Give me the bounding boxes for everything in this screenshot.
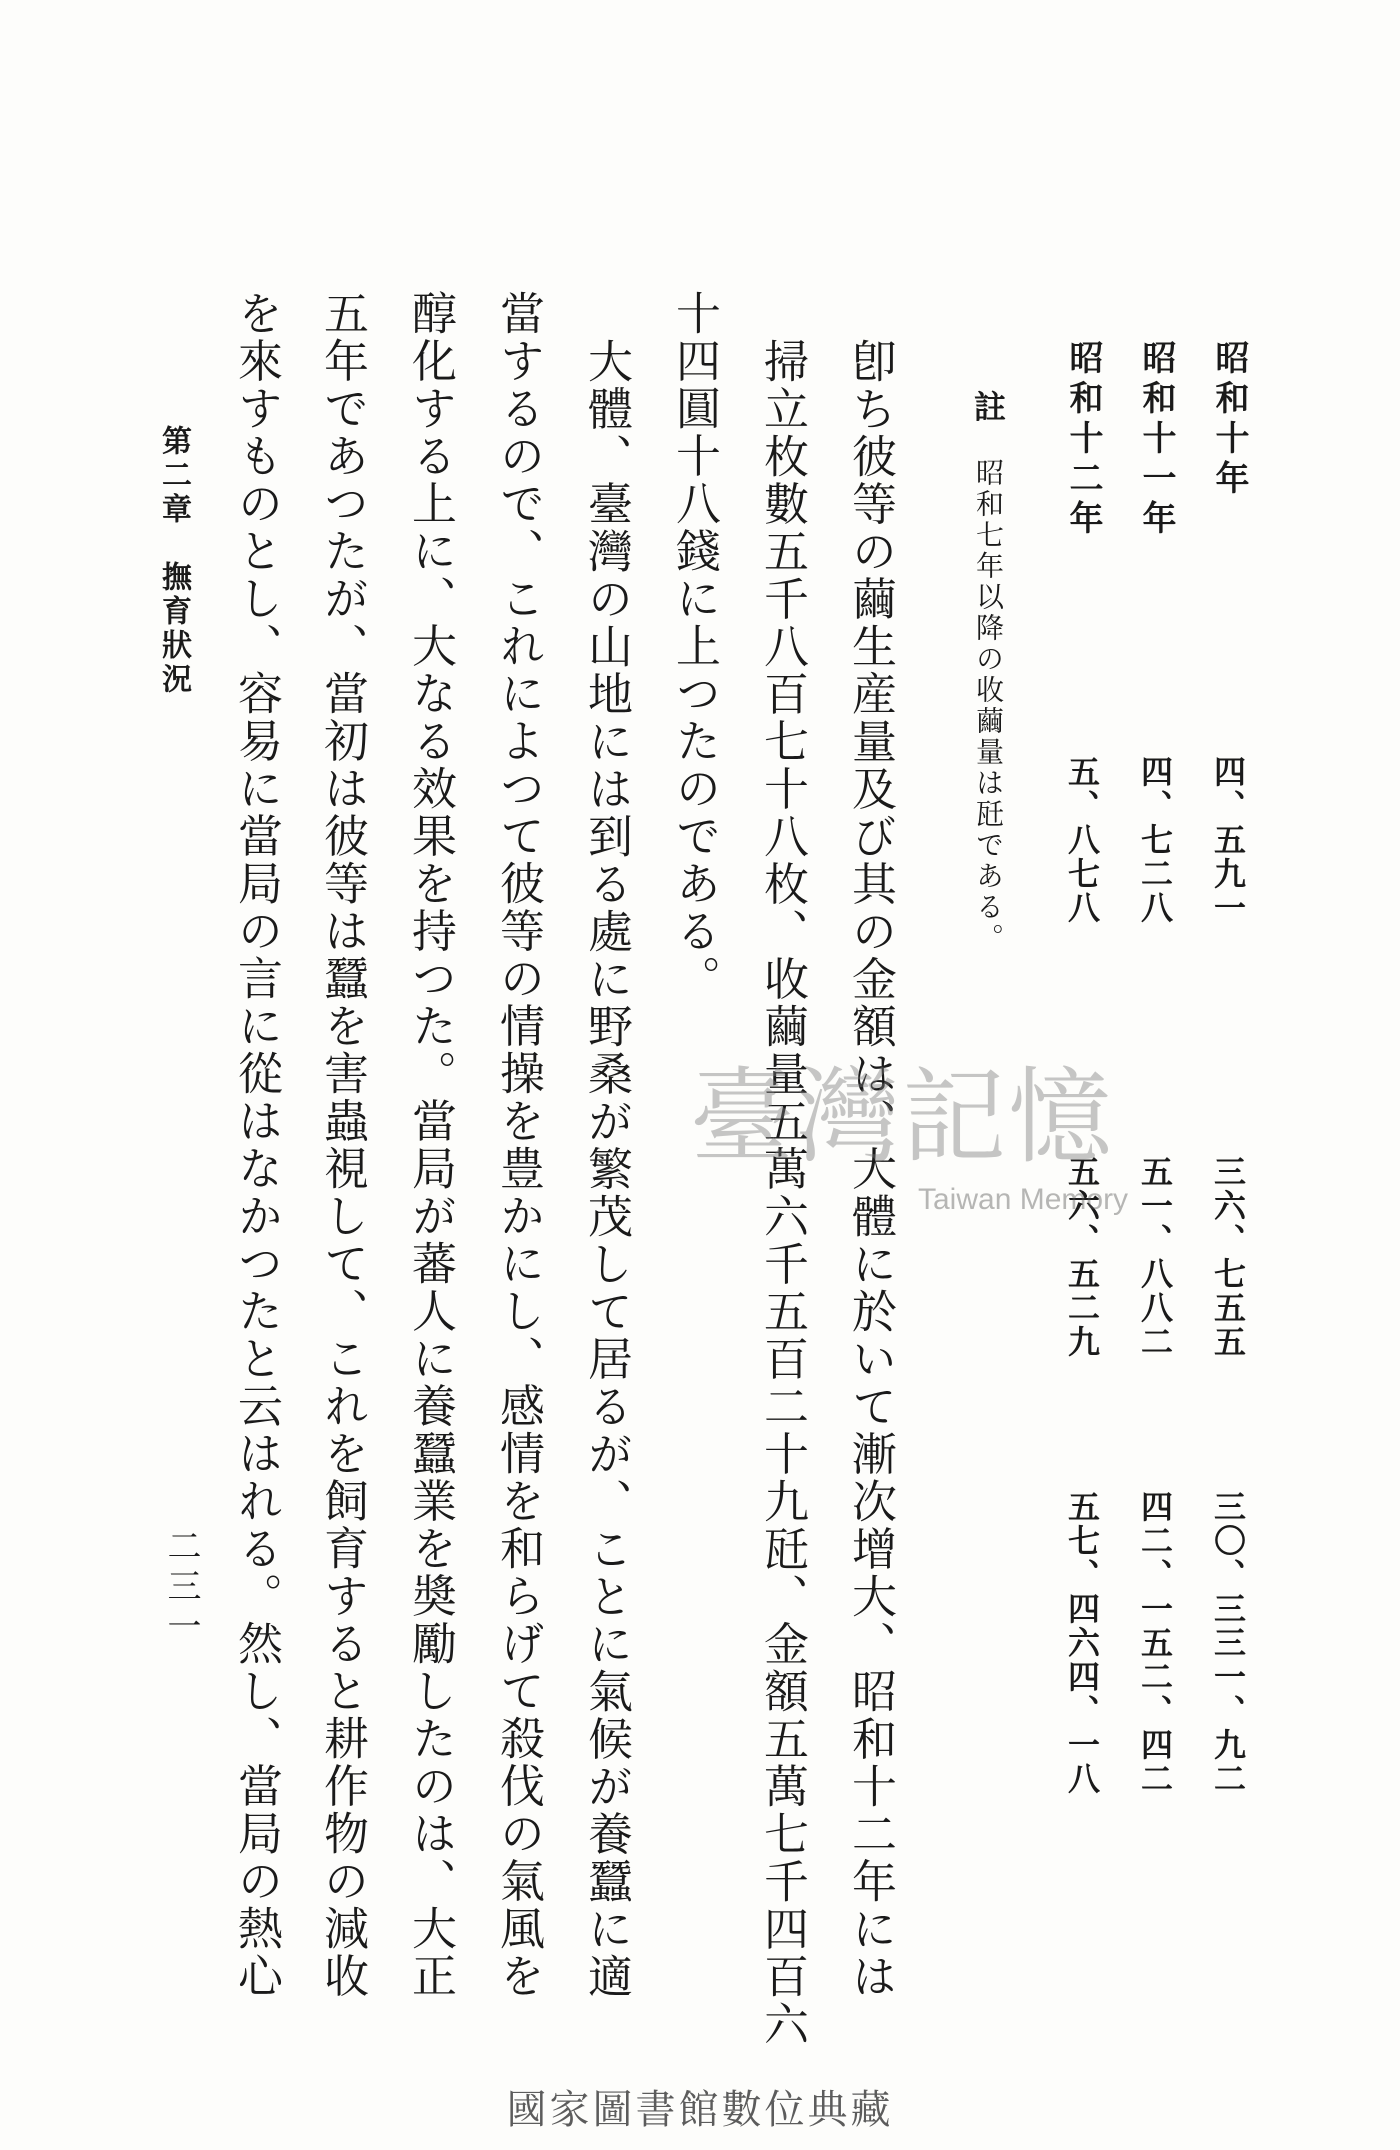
table-cell-r2-c3: 四二、一五二、四二 — [1136, 1490, 1174, 1796]
table-cell-r1-c2: 三六、七五五 — [1209, 1155, 1247, 1359]
page-number: 二三一 — [161, 1528, 201, 1648]
body-line-6: 醇化する上に、大なる效果を持つた。當局が蕃人に養蠶業を奬勵したのは、大正 — [404, 290, 457, 2000]
body-line-5: 當するので、これによつて彼等の情操を豊かにし、感情を和らげて殺伐の氣風を — [492, 290, 545, 2000]
body-line-4: 大體、臺灣の山地には到る處に野桑が繁茂して居るが、ことに氣候が養蠶に適 — [580, 338, 633, 2001]
table-cell-r2-c1: 四、七二八 — [1136, 755, 1174, 925]
body-line-8: を來すものとし、容易に當局の言に從はなかつたと云はれる。然し、當局の熱心 — [230, 290, 283, 2000]
table-year-2: 昭和十一年 — [1136, 340, 1176, 540]
chapter-title: 第二章 撫育狀況 — [156, 425, 191, 697]
note-mark: 註 — [969, 390, 1007, 422]
library-credit: 國家圖書館數位典藏 — [506, 2087, 894, 2133]
table-cell-r1-c1: 四、五九一 — [1209, 755, 1247, 925]
taiwan-memory-watermark — [690, 1056, 1160, 1235]
body-line-2: 掃立枚數五千八百七十八枚、收繭量五萬六千五百二十九瓩、金額五萬七千四百六 — [756, 338, 809, 2048]
table-cell-r3-c2: 五六、五二九 — [1063, 1155, 1101, 1359]
table-cell-r2-c2: 五一、八八二 — [1136, 1155, 1174, 1359]
table-cell-r3-c1: 五、八七八 — [1063, 755, 1101, 925]
watermark-text: 臺灣記憶 — [690, 1056, 1115, 1178]
table-cell-r3-c3: 五七、四六四、一八 — [1063, 1490, 1101, 1796]
body-line-3: 十四圓十八錢に上つたのである。 — [668, 290, 721, 1003]
table-cell-r1-c3: 三〇、三三一、九二 — [1209, 1490, 1247, 1796]
watermark-subtitle: Taiwan Memory — [918, 1183, 1129, 1216]
note-text: 昭和七年以降の收繭量は瓩である。 — [972, 458, 1005, 954]
table-year-3: 昭和十二年 — [1063, 340, 1103, 540]
body-line-7: 五年であつたが、當初は彼等は蠶を害蟲視して、これを飼育すると耕作物の減收 — [316, 290, 369, 2000]
body-line-1: 卽ち彼等の繭生産量及び其の金額は、大體に於いて漸次增大、昭和十二年には — [844, 338, 897, 2001]
table-year-1: 昭和十年 — [1209, 340, 1249, 500]
